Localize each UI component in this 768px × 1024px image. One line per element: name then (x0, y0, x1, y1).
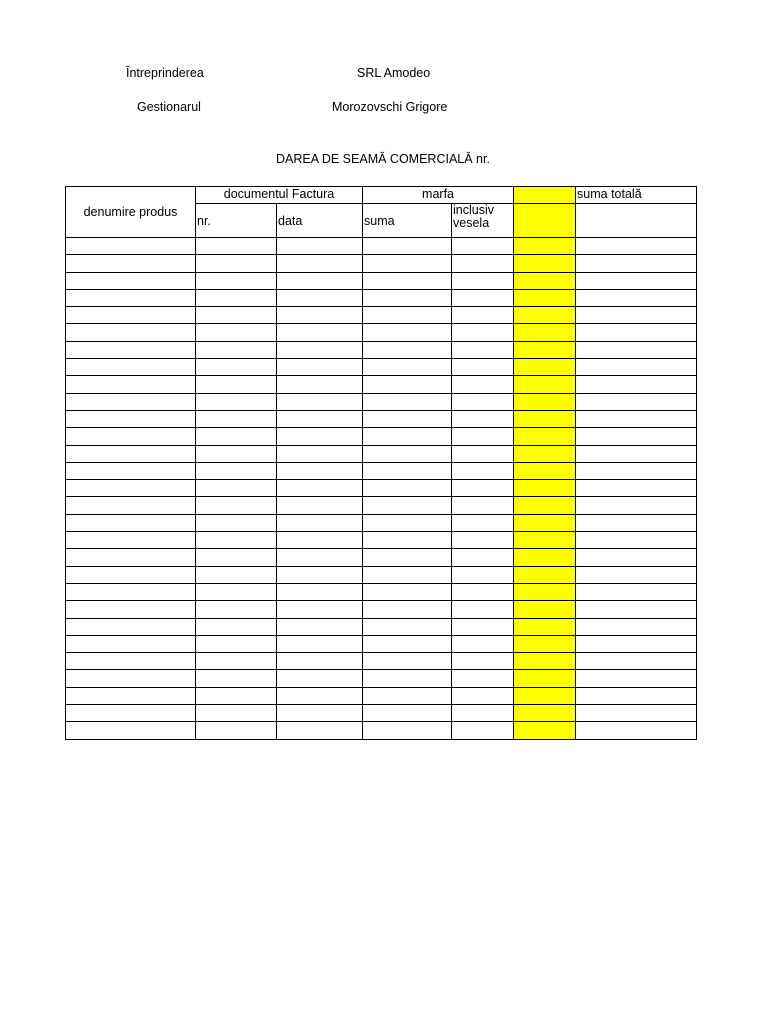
cell-date[interactable] (277, 428, 363, 445)
col-sum-header: suma (363, 204, 452, 238)
cell-product[interactable] (66, 566, 196, 583)
cell-date[interactable] (277, 255, 363, 272)
cell-product[interactable] (66, 549, 196, 566)
table-row (66, 289, 697, 306)
cell-sum[interactable] (363, 341, 452, 358)
cell-product[interactable] (66, 514, 196, 531)
cell-highlight[interactable] (514, 514, 576, 531)
col-total-header: suma totală (576, 187, 697, 204)
cell-incl[interactable] (452, 324, 514, 341)
cell-date[interactable] (277, 670, 363, 687)
cell-highlight[interactable] (514, 687, 576, 704)
cell-sum[interactable] (363, 722, 452, 739)
cell-total[interactable] (576, 583, 697, 600)
table-row (66, 687, 697, 704)
cell-incl[interactable] (452, 480, 514, 497)
cell-sum[interactable] (363, 583, 452, 600)
cell-highlight[interactable] (514, 307, 576, 324)
cell-sum[interactable] (363, 376, 452, 393)
cell-incl[interactable] (452, 341, 514, 358)
cell-total[interactable] (576, 238, 697, 255)
cell-highlight[interactable] (514, 722, 576, 739)
cell-total[interactable] (576, 480, 697, 497)
cell-total[interactable] (576, 341, 697, 358)
cell-highlight[interactable] (514, 549, 576, 566)
cell-total[interactable] (576, 532, 697, 549)
cell-product[interactable] (66, 341, 196, 358)
cell-total[interactable] (576, 705, 697, 722)
cell-total[interactable] (576, 376, 697, 393)
cell-total[interactable] (576, 428, 697, 445)
cell-product[interactable] (66, 583, 196, 600)
cell-nr[interactable] (196, 238, 277, 255)
cell-sum[interactable] (363, 549, 452, 566)
cell-incl[interactable] (452, 428, 514, 445)
cell-incl[interactable] (452, 618, 514, 635)
cell-nr[interactable] (196, 549, 277, 566)
cell-date[interactable] (277, 566, 363, 583)
cell-total[interactable] (576, 514, 697, 531)
cell-total[interactable] (576, 618, 697, 635)
cell-highlight[interactable] (514, 653, 576, 670)
cell-total[interactable] (576, 462, 697, 479)
cell-product[interactable] (66, 428, 196, 445)
cell-total[interactable] (576, 272, 697, 289)
cell-incl[interactable] (452, 238, 514, 255)
cell-product[interactable] (66, 445, 196, 462)
cell-sum[interactable] (363, 635, 452, 652)
cell-product[interactable] (66, 359, 196, 376)
cell-date[interactable] (277, 549, 363, 566)
col-total-subheader (576, 204, 697, 238)
cell-sum[interactable] (363, 670, 452, 687)
cell-total[interactable] (576, 324, 697, 341)
cell-total[interactable] (576, 549, 697, 566)
cell-product[interactable] (66, 238, 196, 255)
cell-sum[interactable] (363, 601, 452, 618)
cell-product[interactable] (66, 272, 196, 289)
col-incl-header: inclusiv vesela (452, 204, 514, 238)
cell-highlight[interactable] (514, 635, 576, 652)
cell-total[interactable] (576, 410, 697, 427)
cell-sum[interactable] (363, 238, 452, 255)
table-row (66, 670, 697, 687)
table-row (66, 376, 697, 393)
cell-sum[interactable] (363, 618, 452, 635)
cell-total[interactable] (576, 653, 697, 670)
cell-product[interactable] (66, 532, 196, 549)
table-row (66, 635, 697, 652)
cell-nr[interactable] (196, 376, 277, 393)
cell-nr[interactable] (196, 410, 277, 427)
cell-nr[interactable] (196, 497, 277, 514)
cell-incl[interactable] (452, 722, 514, 739)
cell-date[interactable] (277, 514, 363, 531)
cell-sum[interactable] (363, 324, 452, 341)
cell-product[interactable] (66, 255, 196, 272)
cell-sum[interactable] (363, 653, 452, 670)
cell-total[interactable] (576, 307, 697, 324)
table-row (66, 601, 697, 618)
table-row (66, 238, 697, 255)
cell-sum[interactable] (363, 514, 452, 531)
table-row (66, 393, 697, 410)
enterprise-value: SRL Amodeo (357, 66, 431, 80)
cell-incl[interactable] (452, 376, 514, 393)
cell-incl[interactable] (452, 255, 514, 272)
cell-product[interactable] (66, 480, 196, 497)
cell-sum[interactable] (363, 410, 452, 427)
cell-product[interactable] (66, 462, 196, 479)
cell-date[interactable] (277, 705, 363, 722)
cell-nr[interactable] (196, 445, 277, 462)
cell-date[interactable] (277, 618, 363, 635)
group-document-header: documentul Factura (196, 187, 363, 204)
table-row (66, 583, 697, 600)
cell-highlight[interactable] (514, 410, 576, 427)
table-row (66, 722, 697, 739)
cell-total[interactable] (576, 289, 697, 306)
cell-nr[interactable] (196, 428, 277, 445)
cell-date[interactable] (277, 653, 363, 670)
cell-nr[interactable] (196, 324, 277, 341)
cell-product[interactable] (66, 376, 196, 393)
cell-product[interactable] (66, 393, 196, 410)
cell-nr[interactable] (196, 272, 277, 289)
cell-product[interactable] (66, 722, 196, 739)
cell-nr[interactable] (196, 255, 277, 272)
table-row (66, 514, 697, 531)
cell-sum[interactable] (363, 428, 452, 445)
table-row (66, 705, 697, 722)
cell-date[interactable] (277, 359, 363, 376)
report-table (65, 186, 697, 740)
header-row-1 (66, 187, 697, 204)
cell-product[interactable] (66, 670, 196, 687)
cell-sum[interactable] (363, 393, 452, 410)
cell-incl[interactable] (452, 566, 514, 583)
cell-highlight[interactable] (514, 238, 576, 255)
cell-incl[interactable] (452, 514, 514, 531)
manager-value: Morozovschi Grigore (332, 100, 448, 114)
cell-sum[interactable] (363, 289, 452, 306)
cell-highlight[interactable] (514, 255, 576, 272)
cell-nr[interactable] (196, 289, 277, 306)
cell-incl[interactable] (452, 532, 514, 549)
cell-date[interactable] (277, 238, 363, 255)
cell-product[interactable] (66, 307, 196, 324)
cell-nr[interactable] (196, 341, 277, 358)
cell-date[interactable] (277, 376, 363, 393)
cell-date[interactable] (277, 410, 363, 427)
cell-product[interactable] (66, 289, 196, 306)
cell-date[interactable] (277, 722, 363, 739)
cell-date[interactable] (277, 687, 363, 704)
cell-date[interactable] (277, 635, 363, 652)
col-product-header: denumire produs (66, 187, 196, 238)
table-row (66, 255, 697, 272)
table-row (66, 324, 697, 341)
cell-product[interactable] (66, 324, 196, 341)
cell-incl[interactable] (452, 462, 514, 479)
cell-date[interactable] (277, 445, 363, 462)
cell-sum[interactable] (363, 705, 452, 722)
cell-incl[interactable] (452, 497, 514, 514)
cell-incl[interactable] (452, 653, 514, 670)
cell-nr[interactable] (196, 480, 277, 497)
cell-incl[interactable] (452, 687, 514, 704)
cell-nr[interactable] (196, 687, 277, 704)
cell-sum[interactable] (363, 445, 452, 462)
cell-total[interactable] (576, 601, 697, 618)
cell-nr[interactable] (196, 705, 277, 722)
cell-total[interactable] (576, 687, 697, 704)
cell-date[interactable] (277, 497, 363, 514)
cell-nr[interactable] (196, 532, 277, 549)
cell-total[interactable] (576, 255, 697, 272)
table-row (66, 480, 697, 497)
cell-incl[interactable] (452, 601, 514, 618)
table-row (66, 410, 697, 427)
cell-nr[interactable] (196, 393, 277, 410)
cell-product[interactable] (66, 653, 196, 670)
table-row (66, 341, 697, 358)
cell-product[interactable] (66, 635, 196, 652)
cell-total[interactable] (576, 670, 697, 687)
col-nr-header: nr. (196, 204, 277, 238)
cell-highlight[interactable] (514, 497, 576, 514)
cell-nr[interactable] (196, 653, 277, 670)
cell-total[interactable] (576, 566, 697, 583)
cell-product[interactable] (66, 497, 196, 514)
cell-incl[interactable] (452, 549, 514, 566)
cell-incl[interactable] (452, 635, 514, 652)
cell-highlight[interactable] (514, 289, 576, 306)
cell-date[interactable] (277, 480, 363, 497)
cell-nr[interactable] (196, 635, 277, 652)
cell-product[interactable] (66, 705, 196, 722)
table-row (66, 532, 697, 549)
cell-highlight[interactable] (514, 393, 576, 410)
cell-highlight[interactable] (514, 583, 576, 600)
cell-date[interactable] (277, 532, 363, 549)
cell-incl[interactable] (452, 393, 514, 410)
cell-sum[interactable] (363, 497, 452, 514)
cell-nr[interactable] (196, 618, 277, 635)
enterprise-label: Întreprinderea (126, 66, 204, 80)
cell-sum[interactable] (363, 480, 452, 497)
cell-date[interactable] (277, 601, 363, 618)
table-row (66, 566, 697, 583)
col-date-header: data (277, 204, 363, 238)
cell-highlight[interactable] (514, 341, 576, 358)
table-row (66, 428, 697, 445)
cell-incl[interactable] (452, 272, 514, 289)
cell-date[interactable] (277, 324, 363, 341)
cell-sum[interactable] (363, 532, 452, 549)
cell-highlight[interactable] (514, 359, 576, 376)
cell-highlight[interactable] (514, 601, 576, 618)
cell-product[interactable] (66, 618, 196, 635)
cell-product[interactable] (66, 687, 196, 704)
highlight-header-cell (514, 204, 576, 238)
cell-incl[interactable] (452, 670, 514, 687)
cell-highlight[interactable] (514, 428, 576, 445)
cell-sum[interactable] (363, 307, 452, 324)
cell-highlight[interactable] (514, 324, 576, 341)
cell-nr[interactable] (196, 670, 277, 687)
cell-nr[interactable] (196, 566, 277, 583)
cell-total[interactable] (576, 722, 697, 739)
cell-total[interactable] (576, 635, 697, 652)
cell-sum[interactable] (363, 255, 452, 272)
table-row (66, 359, 697, 376)
cell-highlight[interactable] (514, 376, 576, 393)
cell-highlight[interactable] (514, 480, 576, 497)
table-row (66, 307, 697, 324)
cell-date[interactable] (277, 393, 363, 410)
cell-highlight[interactable] (514, 445, 576, 462)
cell-nr[interactable] (196, 583, 277, 600)
group-goods-header: marfa (363, 187, 514, 204)
table-row (66, 653, 697, 670)
cell-date[interactable] (277, 341, 363, 358)
highlight-header-cell (514, 187, 576, 204)
cell-sum[interactable] (363, 566, 452, 583)
cell-highlight[interactable] (514, 618, 576, 635)
cell-incl[interactable] (452, 359, 514, 376)
cell-date[interactable] (277, 462, 363, 479)
cell-date[interactable] (277, 289, 363, 306)
cell-incl[interactable] (452, 583, 514, 600)
cell-highlight[interactable] (514, 705, 576, 722)
cell-nr[interactable] (196, 359, 277, 376)
cell-highlight[interactable] (514, 272, 576, 289)
cell-date[interactable] (277, 583, 363, 600)
cell-nr[interactable] (196, 514, 277, 531)
table-row (66, 497, 697, 514)
cell-nr[interactable] (196, 307, 277, 324)
table-row (66, 272, 697, 289)
cell-total[interactable] (576, 497, 697, 514)
cell-incl[interactable] (452, 289, 514, 306)
cell-sum[interactable] (363, 687, 452, 704)
manager-label: Gestionarul (137, 100, 201, 114)
table-row (66, 445, 697, 462)
cell-total[interactable] (576, 359, 697, 376)
cell-nr[interactable] (196, 722, 277, 739)
cell-sum[interactable] (363, 462, 452, 479)
cell-total[interactable] (576, 445, 697, 462)
cell-highlight[interactable] (514, 566, 576, 583)
cell-incl[interactable] (452, 307, 514, 324)
cell-incl[interactable] (452, 705, 514, 722)
table-row (66, 618, 697, 635)
cell-highlight[interactable] (514, 532, 576, 549)
cell-date[interactable] (277, 307, 363, 324)
cell-highlight[interactable] (514, 462, 576, 479)
cell-product[interactable] (66, 601, 196, 618)
report-title: DAREA DE SEAMĂ COMERCIALĂ nr. (276, 152, 490, 166)
cell-incl[interactable] (452, 410, 514, 427)
cell-date[interactable] (277, 272, 363, 289)
table-row (66, 549, 697, 566)
table-row (66, 462, 697, 479)
cell-highlight[interactable] (514, 670, 576, 687)
cell-product[interactable] (66, 410, 196, 427)
cell-nr[interactable] (196, 462, 277, 479)
cell-nr[interactable] (196, 601, 277, 618)
cell-sum[interactable] (363, 359, 452, 376)
cell-sum[interactable] (363, 272, 452, 289)
cell-incl[interactable] (452, 445, 514, 462)
cell-total[interactable] (576, 393, 697, 410)
